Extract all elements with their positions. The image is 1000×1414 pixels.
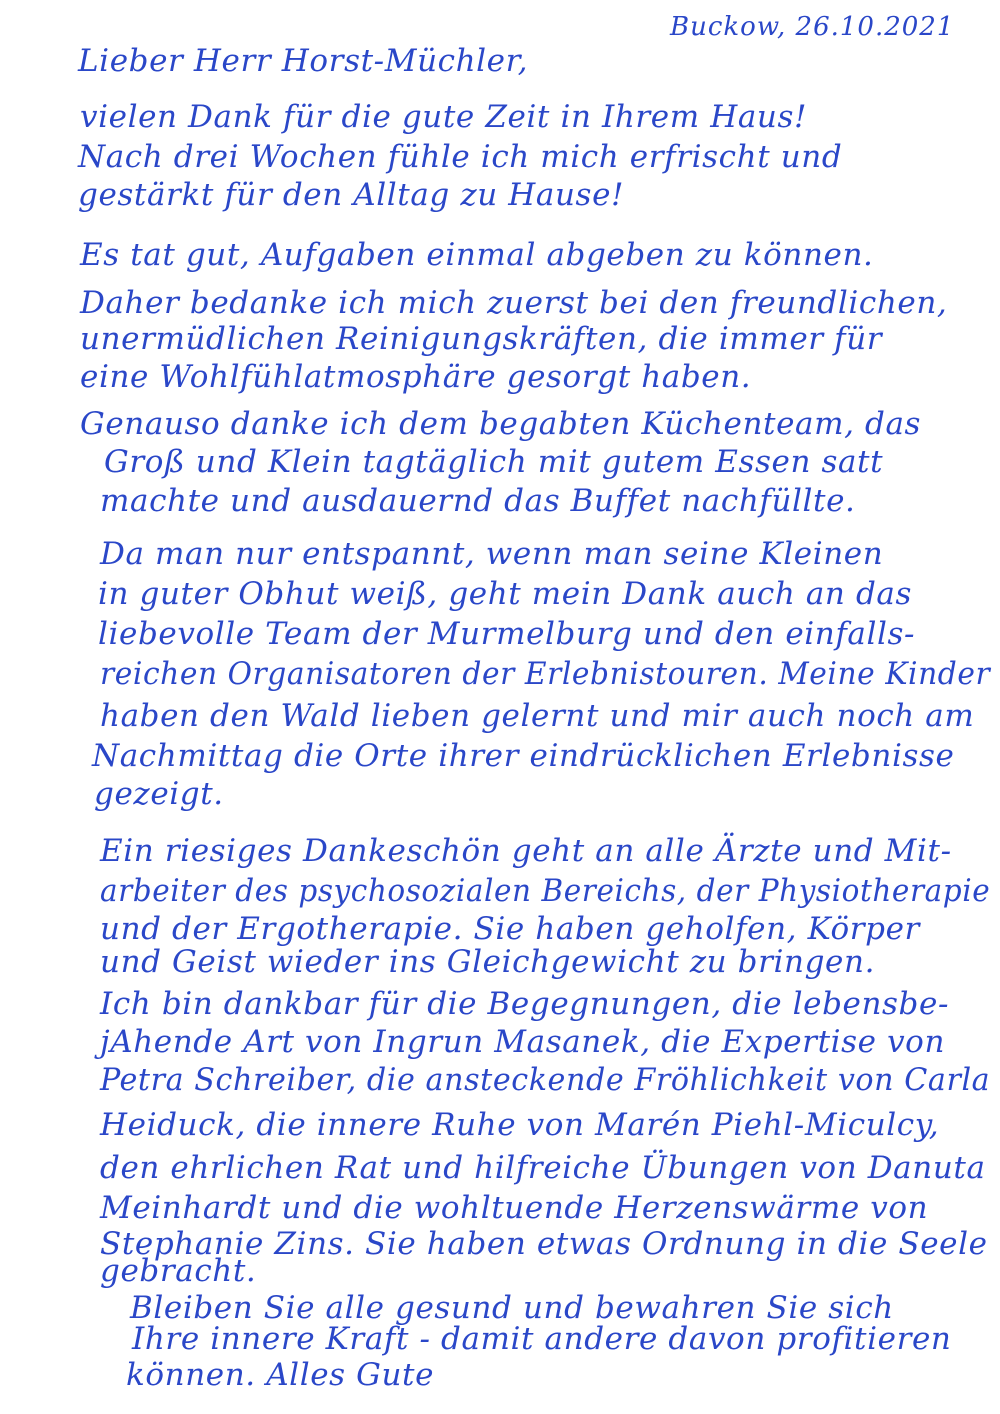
letter-line: Ein riesiges Dankeschön geht an alle Ärzte und Mit- xyxy=(100,833,952,869)
letter-line: den ehrlichen Rat und hilfreiche Übungen von Danuta xyxy=(100,1150,986,1186)
letter-line: eine Wohlfühlatmosphäre gesorgt haben. xyxy=(80,359,752,395)
letter-line: liebevolle Team der Murmelburg und den einfalls- xyxy=(98,616,916,652)
letter-line: Ihre innere Kraft - damit andere davon profitieren xyxy=(132,1321,952,1357)
letter-line: Stephanie Zins. Sie haben etwas Ordnung in die Seele xyxy=(100,1226,988,1262)
letter-line: in guter Obhut weiß, geht mein Dank auch an das xyxy=(98,576,912,612)
letter-line: Groß und Klein tagtäglich mit gutem Essen satt xyxy=(104,444,884,480)
letter-line: haben den Wald lieben gelernt und mir auch noch am xyxy=(100,698,975,734)
letter-line: reichen Organisatoren der Erlebnistouren. Meine Kinder xyxy=(100,656,991,692)
letter-line: gezeigt. xyxy=(94,776,224,812)
letter-salutation: Lieber Herr Horst-Müchler, xyxy=(78,43,529,79)
letter-line: Da man nur entspannt, wenn man seine Kleinen xyxy=(100,536,884,572)
letter-line: vielen Dank für die gute Zeit in Ihrem Haus! xyxy=(80,99,808,135)
letter-line: Meinhardt und die wohltuende Herzenswärme von xyxy=(100,1190,929,1226)
letter-line: jAhende Art von Ingrun Masanek, die Expertise von xyxy=(100,1024,946,1060)
letter-line: und der Ergotherapie. Sie haben geholfen, Körper xyxy=(100,911,920,947)
letter-line: Bleiben Sie alle gesund und bewahren Sie sich xyxy=(130,1290,894,1326)
letter-line: gestärkt für den Alltag zu Hause! xyxy=(78,177,625,213)
letter-line: Genauso danke ich dem begabten Küchenteam, das xyxy=(80,406,922,442)
letter-line: Petra Schreiber, die ansteckende Fröhlichkeit von Carla xyxy=(100,1062,991,1098)
letter-closing: können. Alles Gute xyxy=(126,1357,435,1393)
letter-line: Es tat gut, Aufgaben einmal abgeben zu können. xyxy=(80,237,874,273)
letter-line: Ich bin dankbar für die Begegnungen, die lebensbe- xyxy=(100,986,950,1022)
letter-date: Buckow, 26.10.2021 xyxy=(670,12,955,42)
letter-line: gebracht. xyxy=(100,1253,257,1289)
letter-line: Nach drei Wochen fühle ich mich erfrischt und xyxy=(78,139,843,175)
letter-line: Daher bedanke ich mich zuerst bei den freundlichen, xyxy=(80,285,948,321)
letter-line: machte und ausdauernd das Buffet nachfüllte. xyxy=(100,483,856,519)
letter-line: unermüdlichen Reinigungskräften, die immer für xyxy=(80,321,883,357)
letter-line: Heiduck, die innere Ruhe von Marén Piehl-Miculcy, xyxy=(100,1107,940,1143)
letter-line: und Geist wieder ins Gleichgewicht zu bringen. xyxy=(100,944,876,980)
letter-line: Nachmittag die Orte ihrer eindrücklichen Erlebnisse xyxy=(92,738,955,774)
letter-line: arbeiter des psychosozialen Bereichs, der Physiotherapie xyxy=(100,873,991,909)
